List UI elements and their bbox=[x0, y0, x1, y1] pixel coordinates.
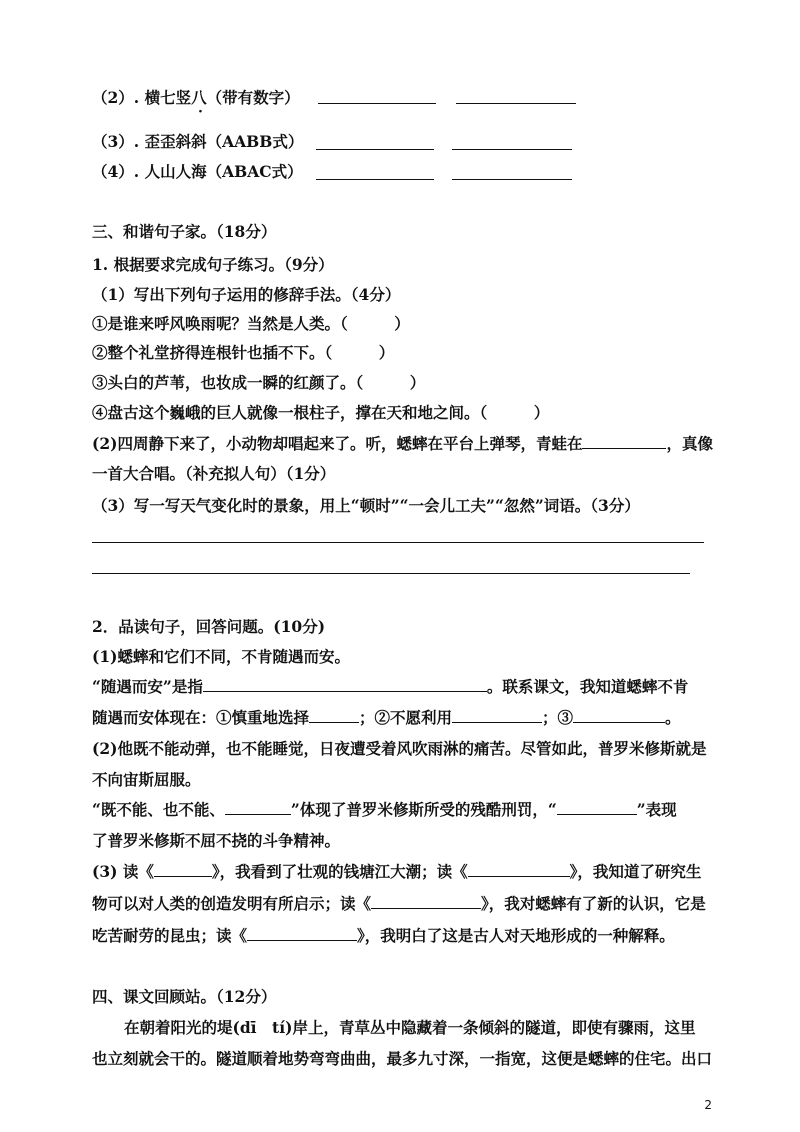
question-1-2-cont: 一首大合唱。（补充拟人句）（1分） bbox=[92, 464, 336, 483]
section-4-title: 四、课文回顾站。（12分） bbox=[92, 987, 277, 1006]
question-2-title: 2．品读句子，回答问题。(10分) bbox=[92, 617, 326, 636]
q2-line-9: 物可以对人类的创造发明有所启示；读《 》，我对蟋蟀有了新的认识，它是 bbox=[92, 894, 706, 913]
answer-blank[interactable] bbox=[247, 926, 357, 941]
answer-blank[interactable] bbox=[582, 434, 666, 449]
answer-blank[interactable] bbox=[225, 800, 291, 815]
answer-blank[interactable] bbox=[452, 149, 572, 150]
question-1-3: （3）写一写天气变化时的景象，用上“顿时”“一会儿工夫”“忽然”词语。（3分） bbox=[92, 496, 640, 515]
answer-blank[interactable] bbox=[468, 862, 570, 877]
q2-part-1: (1)蟋蟀和它们不同，不肯随遇而安。 bbox=[92, 647, 350, 666]
answer-blank[interactable] bbox=[309, 708, 359, 723]
answer-line[interactable] bbox=[92, 542, 704, 543]
passage-line-1: 在朝着阳光的堤(dī tí)岸上，青草丛中隐藏着一条倾斜的隧道，即使有骤雨，这里 bbox=[124, 1018, 696, 1037]
passage-line-2: 也立刻就会干的。隧道顺着地势弯弯曲曲，最多九寸深，一指宽，这便是蟋蟀的住宅。出口 bbox=[92, 1049, 713, 1068]
sentence-1: ①是谁来呼风唤雨呢？当然是人类。（ ） bbox=[92, 314, 410, 333]
question-1-1: （1）写出下列句子运用的修辞手法。（4分） bbox=[92, 285, 401, 304]
answer-blank[interactable] bbox=[154, 862, 212, 877]
idiom-item-3: （3）. 歪歪斜斜（AABB式） bbox=[92, 132, 304, 151]
emphasis-dot-char: 八 bbox=[191, 88, 207, 107]
sentence-3: ③头白的芦苇，也妆成一瞬的红颜了。（ ） bbox=[92, 373, 426, 392]
answer-blank[interactable] bbox=[456, 103, 576, 104]
q2-line-6: “既不能、也不能、 ”体现了普罗米修斯所受的残酷刑罚，“ ”表现 bbox=[92, 800, 677, 819]
sentence-4: ④盘古这个巍峨的巨人就像一根柱子，撑在天和地之间。（ ） bbox=[92, 403, 550, 422]
answer-line[interactable] bbox=[92, 573, 690, 574]
answer-blank[interactable] bbox=[557, 800, 637, 815]
answer-blank[interactable] bbox=[203, 677, 487, 692]
answer-blank[interactable] bbox=[318, 103, 436, 104]
answer-blank[interactable] bbox=[452, 179, 572, 180]
q2-line-7: 了普罗米修斯不屈不挠的斗争精神。 bbox=[92, 831, 341, 850]
q2-line-10: 吃苦耐劳的昆虫；读《 》，我明白了这是古人对天地形成的一种解释。 bbox=[92, 926, 675, 945]
answer-blank[interactable] bbox=[371, 894, 481, 909]
section-3-title: 三、和谐句子家。（18分） bbox=[92, 222, 277, 241]
sentence-2: ②整个礼堂挤得连根针也插不下。（ ） bbox=[92, 343, 395, 362]
answer-blank[interactable] bbox=[452, 708, 542, 723]
q2-line-8: (3) 读《 》，我看到了壮观的钱塘江大潮；读《 》，我知道了研究生 bbox=[92, 862, 702, 881]
q2-line-2: “随遇而安”是指 。联系课文，我知道蟋蟀不肯 bbox=[92, 677, 689, 696]
page-number: 2 bbox=[704, 1098, 712, 1112]
answer-blank[interactable] bbox=[316, 149, 434, 150]
q2-line-3: 随遇而安体现在：①慎重地选择 ；②不愿利用 ；③ 。 bbox=[92, 708, 681, 727]
question-1-2: (2)四周静下来了，小动物却唱起来了。听，蟋蟀在平台上弹琴，青蛙在 ，真像 bbox=[92, 434, 713, 453]
answer-blank[interactable] bbox=[316, 179, 434, 180]
q2-part-2: (2)他既不能动弹，也不能睡觉，日夜遭受着风吹雨淋的痛苦。尽管如此，普罗米修斯就是 bbox=[92, 739, 707, 758]
idiom-item-2: （2）. 横七竖八（带有数字） bbox=[92, 88, 300, 107]
q2-part-2-cont: 不向宙斯屈服。 bbox=[92, 770, 201, 789]
question-1-title: 1. 根据要求完成句子练习。（9分） bbox=[92, 255, 334, 274]
idiom-item-4: （4）. 人山人海（ABAC式） bbox=[92, 162, 303, 181]
answer-blank[interactable] bbox=[573, 708, 665, 723]
